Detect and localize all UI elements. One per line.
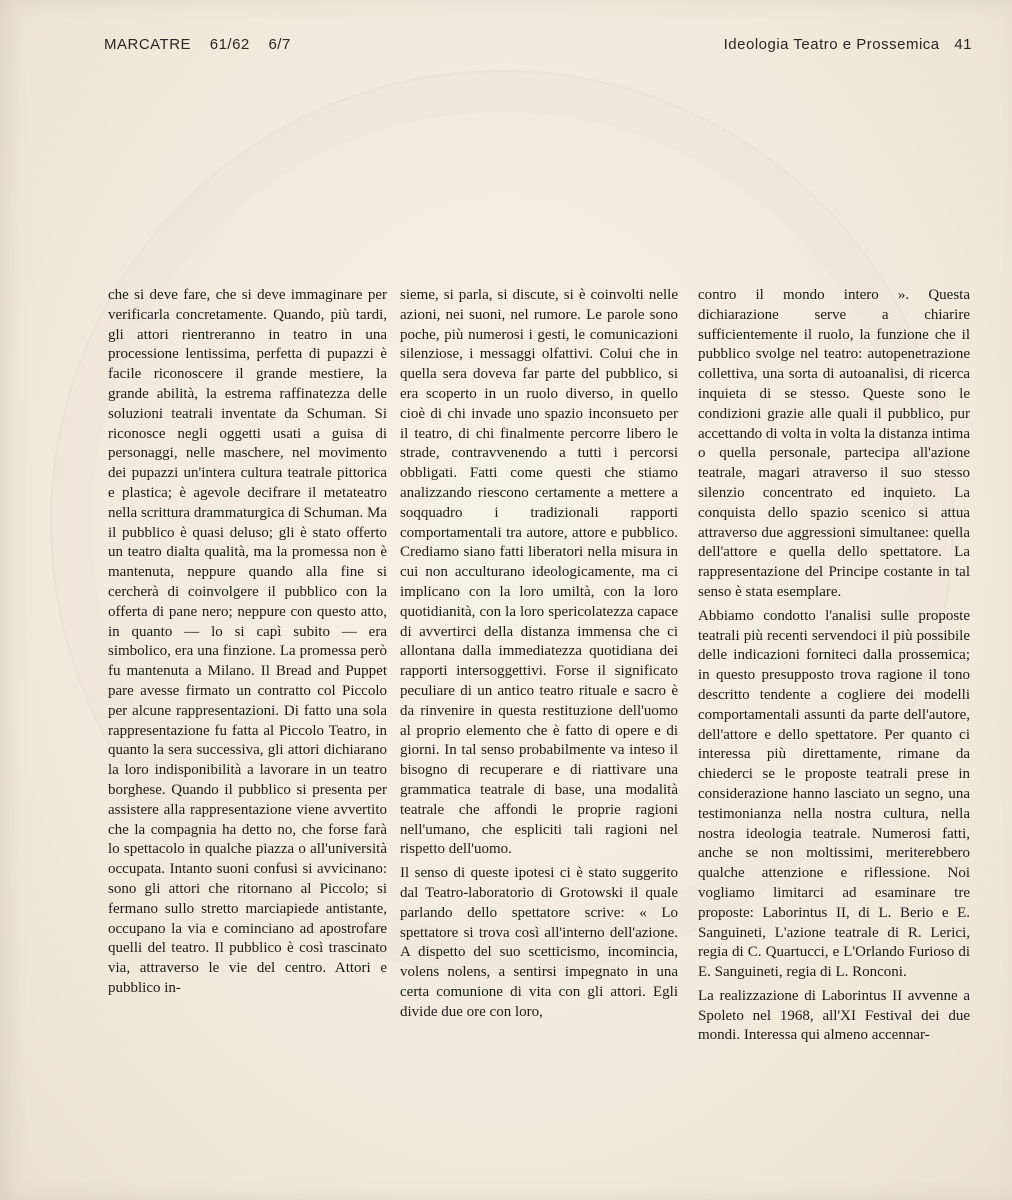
running-header [104,36,972,60]
paragraph: contro il mondo intero ». Questa dichiarazione serve a chiarire sufficientemente il ruolo, la funzione che il pubblico svolge nel teatro: autopenetrazione collettiva, una sorta di autoanalisi, di ricerca inquieta di se stesso. Queste sono le condizioni grazie alle quali il pubblico, pur accettando di volta in volta la distanza intima o quella personale, partecipa all'azione teatrale, magari atraverso il suo stesso silenzio concentrato ed inquieto. La conquista dello spazio scenico si attua attraverso due aggressioni simultanee: quella dell'attore e quella dello spettatore. La rappresentazione del Principe costante in tal senso è stata esemplare. [698,287,970,600]
magazine-title: MARCATRE [104,36,192,53]
header-right [714,36,972,53]
text-column-3 [698,286,970,1050]
section-title: Ideologia Teatro e Prossemica [723,36,940,53]
paragraph: sieme, si parla, si discute, si è coinvolti nelle azioni, nei suoni, nel rumore. Le parole sono poche, più numerosi i gesti, le comunicazioni silenziose, i messaggi olfattivi. Colui che in quella sera doveva far parte del pubblico, si era scoperto in un ruolo diverso, in quello cioè di chi invade uno spazio inconsueto per il teatro, di chi finalmente percorre libero le strade, contravvenendo a tutti i percorsi obbligati. Fatti come questi che stiamo analizzando riescono certamente a mettere a soqquadro i tradizionali rapporti comportamentali tra autore, attore e pubblico. Crediamo siano fatti liberatori nella misura in cui non acculturano ideologicamente, ma ci implicano con la loro umiltà, con la loro quotidianità, con la loro spericolatezza capace di avvertirci della distanza immensa che ci allontana dalla immediatezza quotidiana dei rapporti intersoggettivi. Forse il significato peculiare di un antico teatro rituale e sacro è da rinvenire in questa restituzione dell'uomo al proprio elemento che è fatto di opere e di giorni. In tal senso probabilmente va inteso il bisogno di recuperare e di riattivare una grammatica teatrale di base, una modalità teatrale che affondi le proprie ragioni nell'umano, che espliciti tali ragioni nel rispetto dell'uomo. [400,287,678,858]
issue-label: 61/62 [209,36,250,53]
text-column-2 [400,286,678,1026]
text-column-1 [108,286,387,1003]
page-number: 41 [954,36,972,53]
paragraph: La realizzazione di Laborintus II avvenne a Spoleto nel 1968, all'XI Festival dei due mondi. Interessa qui almeno accennar- [698,987,970,1044]
header-left [104,36,305,53]
number-label: 6/7 [268,36,291,53]
paragraph: Il senso di queste ipotesi ci è stato suggerito dal Teatro-laboratorio di Grotowski il quale parlando dello spettatore scrive: « Lo spettatore si trova così all'interno dell'azione. A dispetto del suo scetticismo, incomincia, volens nolens, a sentirsi impegnato in una certa comunione di vita con gli attori. Egli divide due ore con loro, [400,865,678,1020]
paragraph: Abbiamo condotto l'analisi sulle proposte teatrali più recenti servendoci il più possibile delle indicazioni forniteci dalla prossemica; in questo presupposto trova ragione il tono descritto tendente a cogliere dei modelli comportamentali assunti da parte dell'autore, dell'attore e dello spettatore. Per quanto ci interessa più direttamente, rimane da chiederci se le proposte teatrali prese in considerazione hanno lasciato un segno, una testimonianza nella nostra cultura, nella nostra ideologia teatrale. Numerosi fatti, anche se non moltissimi, meriterebbero qualche attenzione e riflessione. Noi vogliamo limitarci ad esaminare tre proposte: Laborintus II, di L. Berio e E. Sanguineti, L'azione teatrale di R. Lerici, regia di C. Quartucci, e L'Orlando Furioso di E. Sanguineti, regia di L. Ronconi. [698,607,970,981]
paragraph: che si deve fare, che si deve immaginare per verificarla concretamente. Quando, più tardi, gli attori rientreranno in teatro in una processione lentissima, perfetta di pupazzi è facile riconoscere il grande mestiere, la grande abilità, la estrema raffinatezza delle soluzioni teatrali inventate da Schuman. Si riconosce negli oggetti usati a guisa di personaggi, nelle maschere, nel movimento dei pupazzi un'intera cultura teatrale pittorica e plastica; è agevole decifrare il metateatro nella scrittura drammaturgica di Schuman. Ma il pubblico è quasi deluso; gli è stato offerto un teatro dialta qualità, ma la promessa non è mantenuta, neppure quando alla fine si cercherà di coinvolgere il pubblico con la offerta di pane nero; neppure con questo atto, in quanto — lo si capì subito — era simbolico, era una finzione. La promessa però fu mantenuta a Milano. Il Bread and Puppet pare avesse firmato un contratto col Piccolo per alcune rappresentazioni. Di fatto una sola rappresentazione fu fatta al Piccolo Teatro, in quanto la sera successiva, gli attori dichiarano la loro indisponibilità a lavorare in un teatro borghese. Quando il pubblico si presenta per assistere alla rappresentazione viene avvertito che la compagnia ha detto no, che forse farà lo spettacolo in qualche piazza o all'università occupata. Intanto suoni confusi si avvicinano: sono gli attori che ritornano al Piccolo; si fermano sullo stretto marciapiede antistante, occupano la via e cominciano ad apostrofare quelli del teatro. Il pubblico è così trascinato via, attraverso le vie del centro. Attori e pubblico in- [108,287,387,996]
